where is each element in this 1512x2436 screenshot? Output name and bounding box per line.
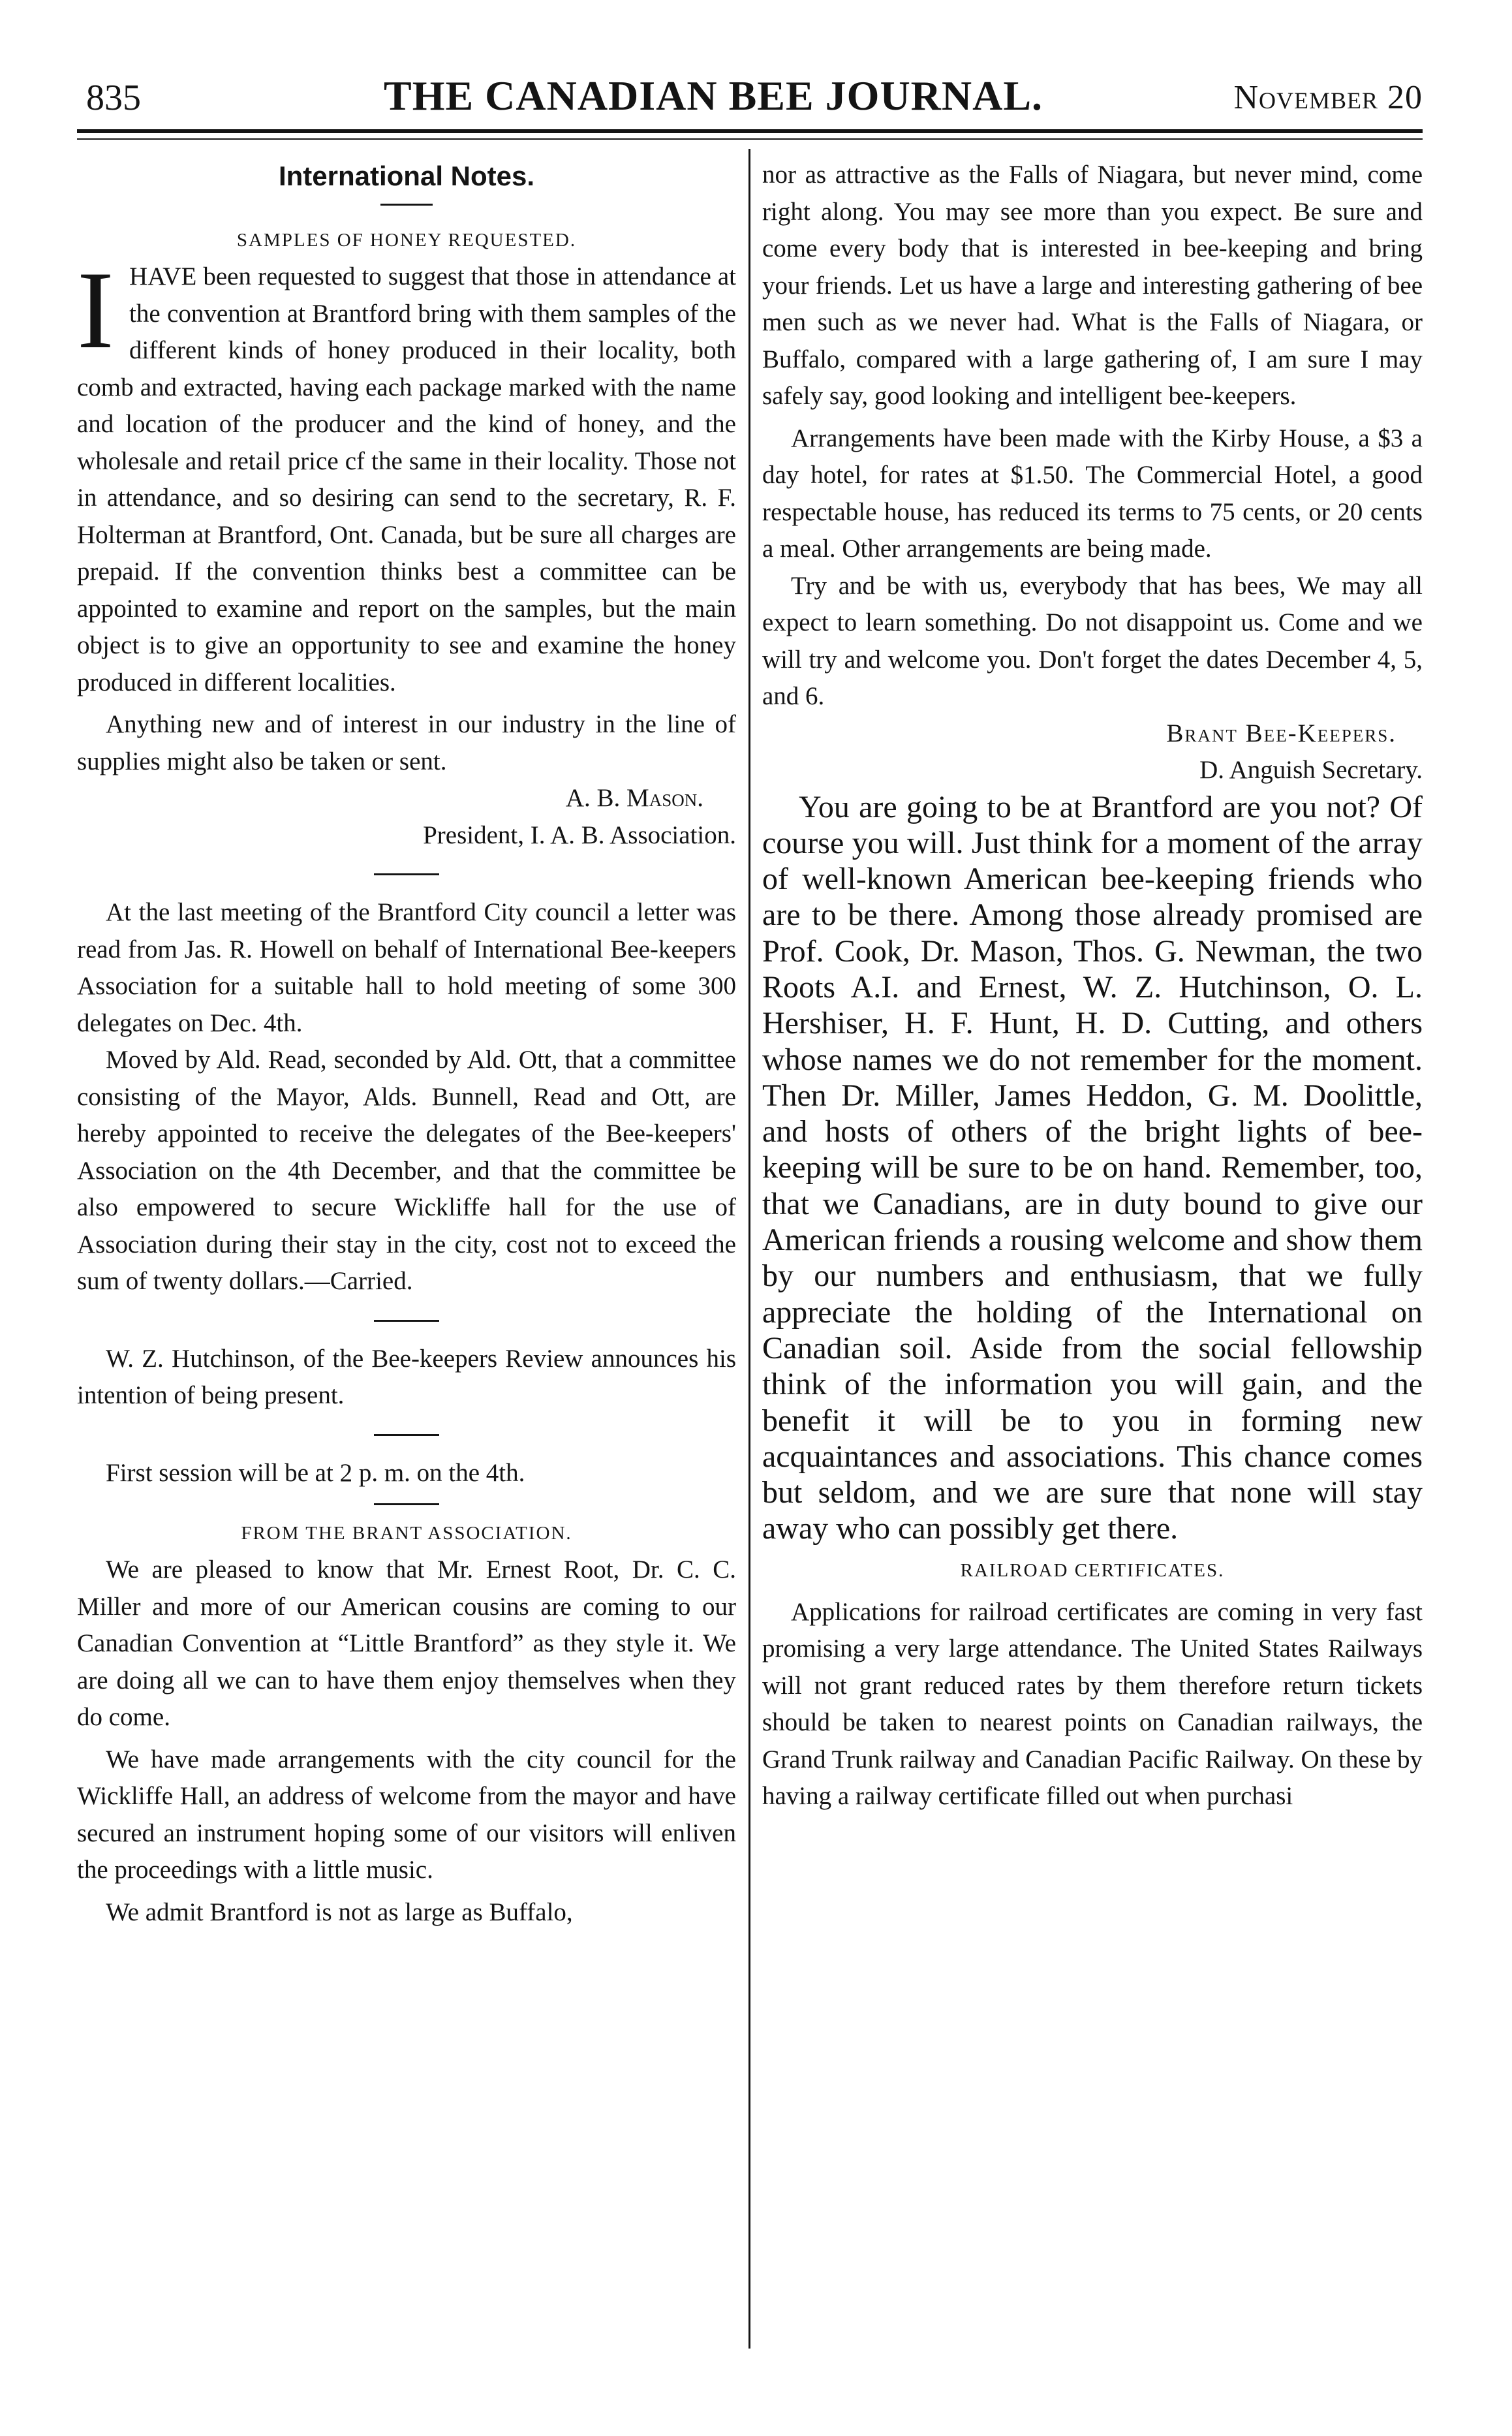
first-session-paragraph: First session will be at 2 p. m. on the 4th. <box>106 1458 525 1487</box>
header-rule-thick <box>77 129 1423 133</box>
page-number: 835 <box>86 78 141 118</box>
right-column <box>762 157 1423 1815</box>
samples-paragraph-block <box>77 249 736 701</box>
header-rule-thin <box>77 138 1423 140</box>
invitation-paragraph: Try and be with us, everybody that has bees, We may all expect to learn something. Do not disappoint us. Come and we will try and welcome you. Don't forget the dates December 4, 5, and 6. <box>762 571 1423 710</box>
niagara-paragraph: nor as attractive as the Falls of Niagara, but never mind, come right along. You may see more than you expect. Be sure and come every body that is interested in bee-keeping and bring your friends. Let us have a large and interesting gathering of bee men such as we never had. What is the Falls of Niagara, or Buffalo, compared with a large gathering of, I am sure I may safely say, good looking and intelligent bee-keepers. <box>762 161 1423 410</box>
drop-cap: I <box>77 249 114 371</box>
council-paragraph: At the last meeting of the Brantford City council a letter was read from Jas. R. Howell on behalf of International Bee-keepers Association for a suitable hall to hold meeting of some 300 delegates on Dec. 4th. <box>77 898 736 1037</box>
divider-rule <box>77 1300 736 1341</box>
hotel-paragraph: Arrangements have been made with the Kirby House, a $3 a day hotel, for rates at $1.50. The Commercial Hotel, a good respectable house, has reduced its terms to 75 cents, or 20 cents a meal. Other arrangements are being made. <box>762 424 1423 563</box>
divider-rule <box>77 1414 736 1455</box>
secretary-signature: D. Anguish Secretary. <box>1199 756 1423 784</box>
railroad-paragraph: Applications for railroad certificates are coming in very fast promising a very large attendance. The United States Railways will not grant reduced rates by them therefore return tickets should be taken to nearest points on Canadian railways, the Grand Trunk railway and Canadian Pacific Railway. On these by having a railway certificate filled out when purchasi <box>762 1597 1423 1811</box>
association-signature: Brant Bee-Keepers. <box>1166 719 1396 747</box>
railroad-subhead: RAILROAD CERTIFICATES. <box>960 1559 1225 1581</box>
journal-title: THE CANADIAN BEE JOURNAL. <box>384 72 1043 119</box>
hutchinson-paragraph: W. Z. Hutchinson, of the Bee-keepers Review announces his intention of being present. <box>77 1344 736 1409</box>
brant-subhead: FROM THE BRANT ASSOCIATION. <box>241 1523 572 1544</box>
samples-subhead: SAMPLES OF HONEY REQUESTED. <box>236 230 577 251</box>
motion-paragraph: Moved by Ald. Read, seconded by Ald. Ott, that a committee consisting of the Mayor, Alds. Bunnell, Read and Ott, are hereby appointed to receive the delegates of the Bee-keepers' Association on the 4th December, and that the committee be also empowered to secure Wickliffe hall for the use of Association during their stay in the city, cost not to exceed the sum of twenty dollars.—Carried. <box>77 1046 736 1295</box>
signature-name: A. B. Mason. <box>565 784 703 812</box>
page-header <box>77 67 1423 125</box>
signature-title: President, I. A. B. Association. <box>423 820 736 849</box>
samples-paragraph: HAVE been requested to suggest that those in attendance at the convention at Brantford bring with them samples of the different kinds of honey produced in their locality, both comb and extracted, having each package marked with the name and location of the producer and the kind of honey, and the wholesale and retail price cf the same in their locality. Those not in attendance, and so desiring can send to the secretary, R. F. Holterman at Brantford, Ont. Canada, but be sure all charges are prepaid. If the convention thinks best a committee can be appointed to examine and report on the samples, but the main object is to give an opportunity to see and examine the honey produced in different localities. <box>77 262 736 696</box>
section-heading: International Notes. <box>278 161 535 191</box>
editorial-paragraph: You are going to be at Brantford are you not? Of course you will. Just think for a moment of the array of well-known American bee-keeping friends who are to be there. Among those already promised are Prof. Cook, Dr. Mason, Thos. G. Newman, the two Roots A.I. and Ernest, W. Z. Hutchinson, O. L. Hershiser, H. F. Hunt, H. D. Cutting, and others whose names we do not remember for the moment. Then Dr. Miller, James Heddon, G. M. Doolittle, and hosts of others of the bright lights of bee-keeping will be sure to be on hand. Remember, too, that we Canadians, are in duty bound to give our American friends a rousing welcome and show them by our numbers and enthusiasm, that we fully appreciate the holding of the International on Canadian soil. Aside from the social fellowship think of the information you will gain, and the benefit it will be to you in forming new acquaintances and associations. This chance comes but seldom, and we are sure that none will stay away who can possibly get there. <box>762 789 1423 1546</box>
brantford-paragraph: We admit Brantford is not as large as Buffalo, <box>106 1897 573 1926</box>
visitors-paragraph: We are pleased to know that Mr. Ernest Root, Dr. C. C. Miller and more of our American cousins are coming to our Canadian Convention at “Little Brantford” as they style it. We are doing all we can to have them enjoy themselves when they do come. <box>77 1555 736 1731</box>
supplies-paragraph: Anything new and of interest in our industry in the line of supplies might also be taken or sent. <box>77 710 736 775</box>
issue-date: November 20 <box>1233 79 1423 116</box>
left-column <box>77 157 736 1931</box>
divider-rule <box>77 1491 736 1515</box>
arrangements-paragraph: We have made arrangements with the city council for the Wickliffe Hall, an address of welcome from the mayor and have secured an instrument hoping some of our visitors will enliven the proceedings with a little music. <box>77 1745 736 1884</box>
heading-rule <box>77 196 736 222</box>
divider-rule <box>77 854 736 894</box>
column-divider <box>748 149 750 2349</box>
